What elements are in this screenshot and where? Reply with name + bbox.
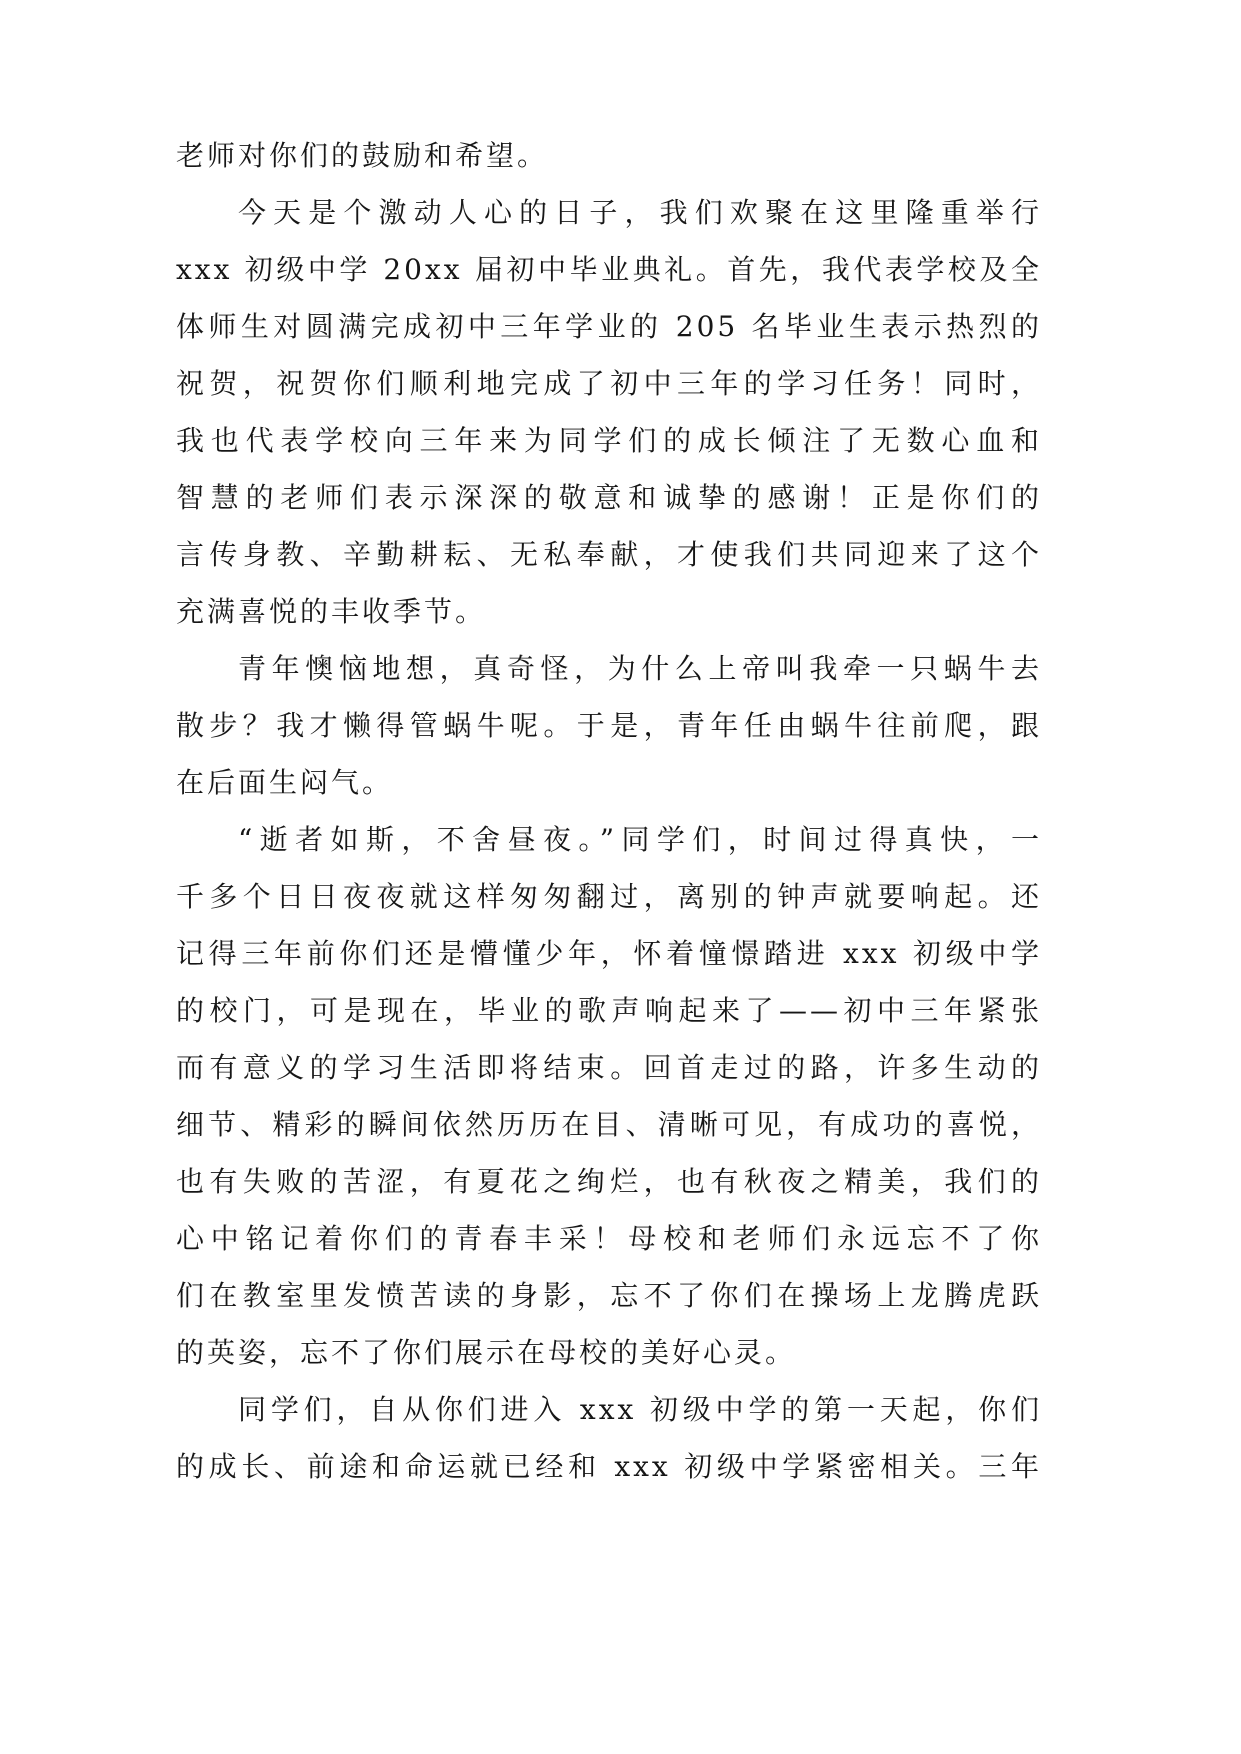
text-line: 言传身教、辛勤耕耘、无私奉献，才使我们共同迎来了这个	[176, 538, 1042, 571]
text-line: 千多个日日夜夜就这样匆匆翻过，离别的钟声就要响起。还	[176, 880, 1042, 913]
paragraph	[176, 640, 1042, 811]
text-line: 心中铭记着你们的青春丰采！母校和老师们永远忘不了你	[176, 1222, 1042, 1255]
text-line: xxx 初级中学 20xx 届初中毕业典礼。首先，我代表学校及全	[176, 253, 1042, 286]
text-line: 老师对你们的鼓励和希望。	[176, 139, 549, 172]
paragraph	[176, 1381, 1042, 1495]
text-line: 的校门，可是现在，毕业的歌声响起来了——初中三年紧张	[176, 994, 1042, 1027]
text-line: 同学们，自从你们进入 xxx 初级中学的第一天起，你们	[238, 1393, 1042, 1426]
text-line: 的英姿，忘不了你们展示在母校的美好心灵。	[176, 1336, 797, 1369]
text-line: “逝者如斯，不舍昼夜。”同学们，时间过得真快，一	[238, 823, 1042, 856]
text-line: 智慧的老师们表示深深的敬意和诚挚的感谢！正是你们的	[176, 481, 1042, 514]
paragraph	[176, 811, 1042, 1381]
text-line: 也有失败的苦涩，有夏花之绚烂，也有秋夜之精美，我们的	[176, 1165, 1042, 1198]
text-line: 体师生对圆满完成初中三年学业的 205 名毕业生表示热烈的	[176, 310, 1042, 343]
text-line: 细节、精彩的瞬间依然历历在目、清晰可见，有成功的喜悦，	[176, 1108, 1042, 1141]
paragraph	[176, 127, 1042, 184]
text-line: 青年懊恼地想，真奇怪，为什么上帝叫我牵一只蜗牛去	[238, 652, 1042, 685]
text-line: 在后面生闷气。	[176, 766, 394, 799]
text-line: 们在教室里发愤苦读的身影，忘不了你们在操场上龙腾虎跃	[176, 1279, 1042, 1312]
text-line: 记得三年前你们还是懵懂少年，怀着憧憬踏进 xxx 初级中学	[176, 937, 1042, 970]
paragraph	[176, 184, 1042, 640]
text-line: 的成长、前途和命运就已经和 xxx 初级中学紧密相关。三年	[176, 1450, 1042, 1483]
document-body	[176, 127, 1042, 1495]
text-line: 祝贺，祝贺你们顺利地完成了初中三年的学习任务！同时，	[176, 367, 1042, 400]
text-line: 今天是个激动人心的日子，我们欢聚在这里隆重举行	[238, 196, 1042, 229]
text-line: 我也代表学校向三年来为同学们的成长倾注了无数心血和	[176, 424, 1042, 457]
text-line: 散步？我才懒得管蜗牛呢。于是，青年任由蜗牛往前爬，跟	[176, 709, 1042, 742]
text-line: 充满喜悦的丰收季节。	[176, 595, 487, 628]
text-line: 而有意义的学习生活即将结束。回首走过的路，许多生动的	[176, 1051, 1042, 1084]
